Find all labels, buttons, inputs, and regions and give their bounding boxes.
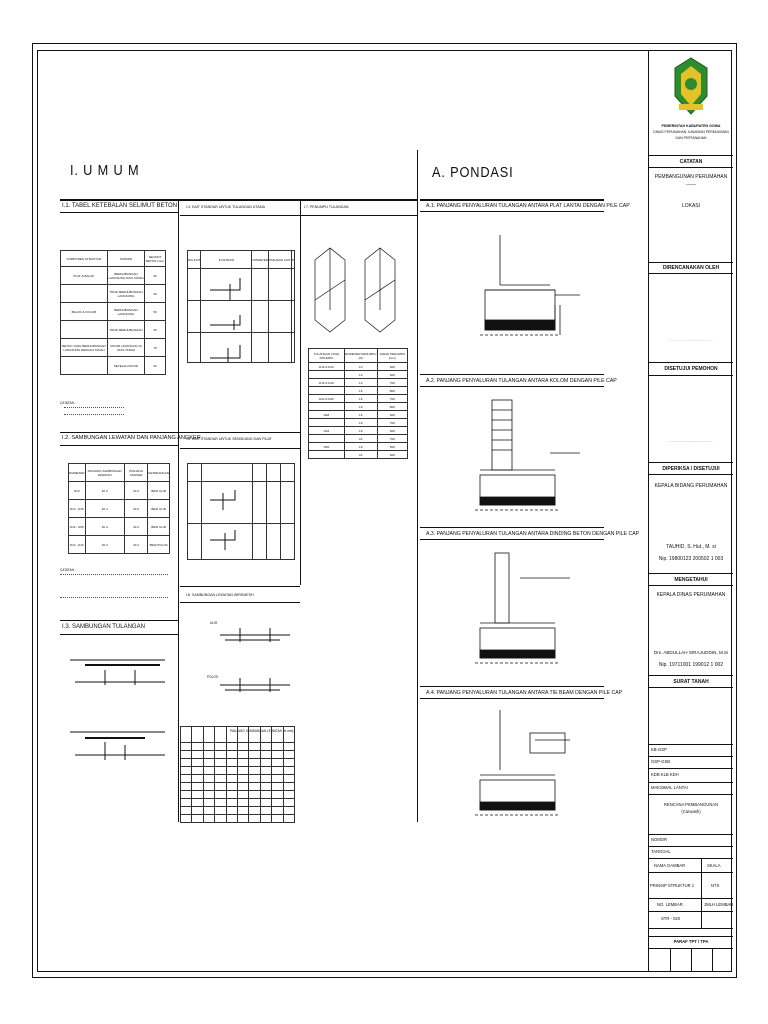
section-a4-title: A.4. PANJANG PENYALURAN TULANGAN ANTARA TIE BEAM DENGAN PILE CAP bbox=[426, 690, 623, 696]
detail-a4-drawing bbox=[460, 705, 585, 830]
scale-value: NTS bbox=[711, 883, 720, 888]
table-cell: 50 bbox=[145, 303, 166, 321]
catatan-label: CATATAN bbox=[679, 159, 703, 165]
tanggal-label: TANGGAL bbox=[651, 849, 671, 854]
table-cell: 600 bbox=[377, 363, 407, 371]
koefisien-label: KDB KLB KDH bbox=[651, 772, 679, 777]
rule bbox=[180, 586, 300, 587]
rule bbox=[420, 386, 604, 387]
table-cell: 40 d bbox=[124, 518, 148, 536]
rule bbox=[649, 928, 733, 929]
rule bbox=[649, 898, 733, 899]
table-head: D bbox=[291, 251, 294, 269]
table-cell: BALOK & KOLOM bbox=[61, 303, 108, 321]
table-cell: 19 bbox=[344, 427, 377, 435]
rule bbox=[649, 585, 733, 586]
detail-a2-drawing bbox=[460, 395, 585, 520]
wire-label-ulir: ULIR bbox=[210, 621, 218, 625]
table-cell: 40 d bbox=[85, 518, 124, 536]
table-cell: 16 bbox=[344, 387, 377, 395]
lokasi-label: LOKASI bbox=[681, 203, 701, 209]
signature-dots: ........................................ bbox=[668, 438, 714, 443]
rule bbox=[649, 675, 733, 676]
note-lines bbox=[60, 574, 168, 598]
skala-label: SKALA bbox=[707, 863, 721, 868]
table-cell: BESI ULIR bbox=[148, 500, 170, 518]
table-cell: D22 & D25 bbox=[309, 395, 345, 403]
rule bbox=[180, 602, 300, 603]
rule bbox=[649, 846, 733, 847]
rule bbox=[712, 948, 713, 972]
nama-gambar-label: NAMA GAMBAR bbox=[654, 863, 686, 868]
rule bbox=[649, 744, 733, 745]
pondasi-title: A. PONDASI bbox=[432, 164, 514, 181]
pondasi-top-rule bbox=[420, 199, 604, 201]
rule bbox=[60, 445, 178, 446]
table-cell: BESI ULIR bbox=[148, 482, 170, 500]
table-cell: D10 bbox=[69, 482, 86, 500]
table-cell: 40 bbox=[145, 321, 166, 339]
section-a2-title: A.2. PANJANG PENYALURAN TULANGAN ANTARA KOLOM DENGAN PILE CAP bbox=[426, 378, 617, 384]
table-cell: BESI POLOS bbox=[148, 536, 170, 554]
table-cell: 16 bbox=[344, 411, 377, 419]
umum-top-rule bbox=[60, 199, 417, 201]
table-cell: 600 bbox=[377, 451, 407, 459]
rule bbox=[649, 155, 733, 156]
wire-label-polos: POLOS bbox=[207, 675, 218, 679]
rule bbox=[60, 432, 300, 433]
rule bbox=[60, 634, 178, 635]
no-lembar-label: NO. LEMBAR bbox=[657, 902, 683, 907]
signatory-nip-2: Nip. 19711001 199012 1 002 bbox=[658, 662, 724, 668]
table-cell: BERHUBUNGAN LANGSUNG DGN TANAH bbox=[107, 267, 144, 285]
table-cell: 50 bbox=[145, 357, 166, 375]
table-cell bbox=[61, 321, 108, 339]
mengetahui-label: MENGETAHUI bbox=[674, 577, 708, 583]
table-head: KETERANGAN bbox=[148, 464, 170, 482]
signature-dots: ........................................ bbox=[668, 337, 714, 342]
rule bbox=[420, 686, 604, 687]
table-head: JARAK PENUMPU (mm) bbox=[377, 349, 407, 363]
stirrup-hook-illustrations bbox=[205, 485, 255, 565]
rule bbox=[649, 936, 733, 937]
table-head: DIAMETER PENUMPU (D) bbox=[344, 349, 377, 363]
table-head: PANJANG ANGKER bbox=[124, 464, 148, 482]
table-cell: D32 bbox=[309, 427, 345, 435]
table-cell: 19 bbox=[344, 403, 377, 411]
jml-lembar-label: JMLH LEMBAR bbox=[704, 902, 734, 907]
project-dash: ------ bbox=[686, 182, 696, 188]
table-cell: 19 bbox=[344, 443, 377, 451]
table-cell bbox=[309, 451, 345, 459]
table-cell: D36 bbox=[309, 443, 345, 451]
hook-illustrations bbox=[200, 270, 290, 380]
table-cell: 700 bbox=[377, 395, 407, 403]
rule bbox=[60, 620, 178, 621]
table-i6-head: PANJANG SAMBUNGAN LEWATAN (ls mm) bbox=[230, 729, 294, 733]
rule bbox=[649, 834, 733, 835]
table-cell: D13 - D16 bbox=[69, 500, 86, 518]
table-cell bbox=[309, 371, 345, 379]
table-cell: 800 bbox=[377, 387, 407, 395]
table-cell bbox=[61, 285, 108, 303]
section-i4-title: I.4. KAIT STANDAR UNTUK TULANGAN UTAMA bbox=[186, 205, 266, 209]
section-i1-title: I.1. TABEL KETEBALAN SELIMUT BETON bbox=[62, 203, 178, 209]
rule bbox=[649, 768, 733, 769]
table-cell: 600 bbox=[377, 371, 407, 379]
rule bbox=[649, 375, 733, 376]
rencana-line-2: (Carwash) bbox=[681, 809, 701, 814]
section-i6-title: I.6. SAMBUNGAN LEWATAN WIREMESH bbox=[186, 593, 254, 597]
rule bbox=[691, 948, 692, 972]
paraf-label: PARAF TPT / TPA bbox=[673, 939, 709, 944]
wiremesh-illustration bbox=[220, 620, 295, 700]
detail-a1-drawing bbox=[460, 225, 585, 355]
rule bbox=[649, 858, 733, 859]
sambungan-illustration bbox=[65, 650, 175, 785]
gowa-logo-icon bbox=[671, 56, 711, 118]
table-cell bbox=[309, 419, 345, 427]
table-cell: D16 & D19 bbox=[309, 379, 345, 387]
table-head: DIA KAIT bbox=[188, 251, 201, 269]
section-a3-title: A.3. PANJANG PENYALURAN TULANGAN ANTARA DINDING BETON DENGAN PILE CAP bbox=[426, 531, 640, 537]
rule bbox=[649, 756, 733, 757]
rencana-line-1: RENCANA PEMBANGUNAN bbox=[663, 802, 719, 807]
disetujui-label: DISETUJUI PEMOHON bbox=[664, 366, 718, 372]
table-cell: 40 d bbox=[124, 482, 148, 500]
note-label: CATATAN : bbox=[60, 568, 76, 572]
table-head: DIAMETER bbox=[252, 251, 269, 269]
table-cell: 22 bbox=[344, 451, 377, 459]
table-cell: 40 d bbox=[85, 500, 124, 518]
table-head: SELIMUT BETON (mm) bbox=[145, 251, 166, 267]
drawing-name: PRINSIP STRUKTUR 1 bbox=[650, 883, 695, 888]
table-cell: SETELAH DICOR bbox=[107, 357, 144, 375]
note-lines bbox=[64, 407, 124, 415]
signatory-nip-1: Nip. 19800123 200502 1 003 bbox=[658, 556, 724, 562]
table-cell: DICOR LANGSUNG DI ATAS TANAH bbox=[107, 339, 144, 357]
rule bbox=[420, 539, 604, 540]
table-cell: 700 bbox=[377, 419, 407, 427]
rule bbox=[420, 374, 604, 375]
table-cell: 700 bbox=[377, 379, 407, 387]
table-cell: BETON YANG BERHUBUNGAN LANGSUNG DENGAN TANAH bbox=[61, 339, 108, 357]
agency-line-2: DINAS PERUMAHAN, KAWASAN PERMUKIMAN bbox=[653, 130, 729, 134]
table-head: KONDISI bbox=[107, 251, 144, 267]
rule bbox=[649, 794, 733, 795]
table-cell: 700 bbox=[377, 435, 407, 443]
table-cell: 75 bbox=[145, 339, 166, 357]
table-penumpu bbox=[308, 348, 408, 459]
signatory-name-1: TAUHID, S. Hut., M. si bbox=[666, 544, 716, 550]
table-cell: 20 bbox=[145, 285, 166, 303]
table-cell bbox=[61, 357, 108, 375]
penumpu-illustration bbox=[305, 240, 415, 340]
note-label: CATATAN : bbox=[60, 401, 76, 405]
table-head: DIAMETER bbox=[69, 464, 86, 482]
table-cell bbox=[309, 435, 345, 443]
umum-title: I. U M U M bbox=[70, 162, 140, 179]
rule bbox=[420, 527, 604, 528]
signatory-name-2: Drs. ABDULLAH SIRAJUDDIN, M.Si bbox=[653, 650, 729, 655]
table-cell: 50 bbox=[145, 267, 166, 285]
divider bbox=[300, 200, 301, 585]
rule bbox=[649, 872, 733, 873]
table-cell: PLAT & BALOK bbox=[61, 267, 108, 285]
section-i7-title: I.7. PENUMPU TULANGAN bbox=[304, 205, 349, 209]
table-cell: 800 bbox=[377, 403, 407, 411]
table-cell: TIDAK BERHUBUNGAN LANGSUNG bbox=[107, 285, 144, 303]
title-block bbox=[648, 50, 732, 972]
table-cell: 10 bbox=[344, 363, 377, 371]
divider-vertical bbox=[417, 150, 418, 822]
rule bbox=[180, 448, 300, 449]
project-name: PEMBANGUNAN PERUMAHAN bbox=[654, 174, 728, 180]
table-cell: 16 bbox=[344, 395, 377, 403]
rule bbox=[649, 911, 733, 912]
rule bbox=[180, 215, 417, 216]
section-i2-title: I.2. SAMBUNGAN LEWATAN DAN PANJANG ANGKER bbox=[62, 435, 201, 441]
divider bbox=[178, 200, 179, 822]
table-cell bbox=[309, 387, 345, 395]
table-cell: 40 d bbox=[124, 500, 148, 518]
section-i5-title: I.5. KAIT STANDAR UNTUK SENGKANG DAN PILAT bbox=[186, 437, 272, 441]
detail-a3-drawing bbox=[460, 548, 585, 673]
section-i3-title: I.3. SAMBUNGAN TULANGAN bbox=[62, 624, 145, 630]
agency-line-1: PEMERINTAH KABUPATEN GOWA bbox=[661, 124, 721, 128]
kb-gsp-label: KB-GSP bbox=[651, 747, 667, 752]
table-cell: 40 d bbox=[124, 536, 148, 554]
table-cell: 22 bbox=[344, 435, 377, 443]
table-cell: TIDAK BERHUBUNGAN bbox=[107, 321, 144, 339]
table-head: PANJANG KAIT bbox=[269, 251, 292, 269]
rule bbox=[670, 948, 671, 972]
table-cell: D10 - D13 bbox=[69, 536, 86, 554]
nomor-label: NOMOR bbox=[651, 837, 668, 842]
table-cell: 13 bbox=[344, 371, 377, 379]
table-cell: 40 d bbox=[85, 482, 124, 500]
table-cell: 40 d bbox=[85, 536, 124, 554]
table-head: KOMPONEN STRUKTUR bbox=[61, 251, 108, 267]
table-head: PANJANG SAMBUNGAN LEWATAN bbox=[85, 464, 124, 482]
rule bbox=[649, 362, 733, 363]
table-cell: D10 & D13 bbox=[309, 363, 345, 371]
rule bbox=[649, 462, 733, 463]
rule bbox=[420, 211, 604, 212]
rule bbox=[649, 262, 733, 263]
table-cell: 13 bbox=[344, 379, 377, 387]
rule bbox=[649, 167, 733, 168]
table-cell bbox=[309, 403, 345, 411]
table-cell: D19 - D25 bbox=[69, 518, 86, 536]
surat-tanah-label: SURAT TANAH bbox=[673, 679, 709, 685]
table-selimut-beton bbox=[60, 250, 166, 375]
section-a1-title: A.1. PANJANG PENYALURAN TULANGAN ANTARA PLAT LANTAI DENGAN PILE CAP bbox=[426, 203, 630, 209]
rule bbox=[649, 687, 733, 688]
table-cell: D28 bbox=[309, 411, 345, 419]
table-head: ILUSTRASI bbox=[201, 251, 252, 269]
rule bbox=[649, 782, 733, 783]
table-sambungan-lewatan bbox=[68, 463, 170, 554]
table-head: TULANGAN YANG DITUMPU bbox=[309, 349, 345, 363]
rule bbox=[420, 698, 604, 699]
rule bbox=[701, 858, 702, 928]
rule bbox=[649, 474, 733, 475]
rule bbox=[60, 212, 178, 213]
maks-lantai-label: MAKSIMAL LANTAI bbox=[651, 785, 688, 790]
table-cell: 600 bbox=[377, 411, 407, 419]
table-cell: 19 bbox=[344, 419, 377, 427]
table-cell: BESI ULIR bbox=[148, 518, 170, 536]
rule bbox=[649, 273, 733, 274]
table-lewatan-wiremesh bbox=[180, 726, 295, 823]
table-cell: BERHUBUNGAN LANGSUNG bbox=[107, 303, 144, 321]
sheet-number: STR - 020 bbox=[661, 916, 681, 921]
kepala-dinas: KEPALA DINAS PERUMAHAN bbox=[656, 592, 726, 598]
table-cell: 500 bbox=[377, 443, 407, 451]
table-cell: 600 bbox=[377, 427, 407, 435]
diperiksa-label: DIPERIKSA / DISETUJUI bbox=[662, 466, 720, 472]
kepala-bidang: KEPALA BIDANG PERUMAHAN bbox=[654, 483, 728, 489]
rule bbox=[649, 573, 733, 574]
gsp-gsb-label: GSP-GSB bbox=[651, 759, 671, 764]
agency-line-3: DAN PERTANAHAN bbox=[675, 136, 707, 140]
direncanakan-label: DIRENCANAKAN OLEH bbox=[662, 265, 720, 271]
